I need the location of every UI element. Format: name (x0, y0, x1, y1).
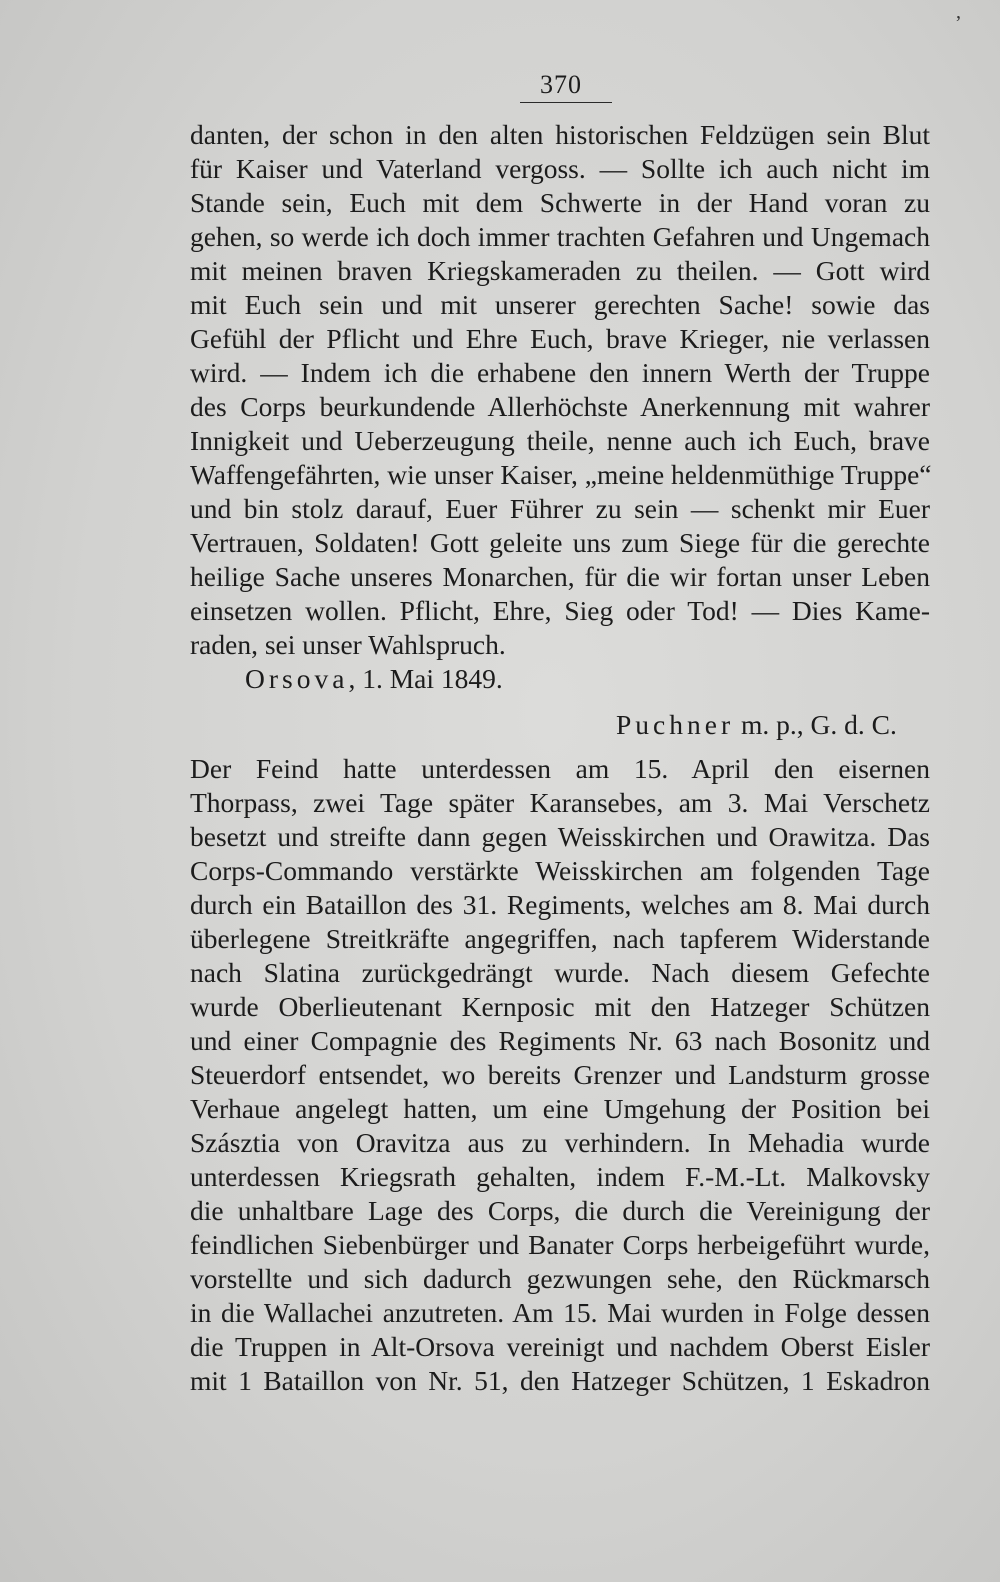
signature-rest: m. p., G. d. C. (734, 709, 897, 740)
place-date (245, 662, 503, 696)
page-number: 370 (540, 70, 582, 99)
place-name: Orsova (245, 663, 349, 694)
text-line: mit Euch sein und mit unserer gerechten Sache! sowie das (190, 289, 930, 320)
text-line: mit meinen braven Kriegskameraden zu theilen. — Gott wird (190, 255, 930, 286)
text-line: die Truppen in Alt-Orsova vereinigt und nachdem Oberst Eisler (190, 1331, 930, 1362)
signature (616, 708, 897, 742)
text-line: mit 1 Bataillon von Nr. 51, den Hatzeger Schützen, 1 Eskadron (190, 1365, 930, 1396)
text-line: nach Slatina zurückgedrängt wurde. Nach diesem Gefechte (190, 957, 930, 988)
text-line: besetzt und streifte dann gegen Weisskirchen und Orawitza. Das (190, 821, 930, 852)
text-line: Innigkeit und Ueberzeugung theile, nenne auch ich Euch, brave (190, 425, 930, 456)
text-line: überlegene Streitkräfte angegriffen, nach tapferem Widerstande (190, 923, 930, 954)
text-line: Szásztia von Oravitza aus zu verhindern. In Mehadia wurde (190, 1127, 930, 1158)
text-line: vorstellte und sich dadurch gezwungen sehe, den Rückmarsch (190, 1263, 930, 1294)
text-line: Corps-Commando verstärkte Weisskirchen am folgenden Tage (190, 855, 930, 886)
text-line: Der Feind hatte unterdessen am 15. April den eisernen (190, 753, 930, 784)
text-line: in die Wallachei anzutreten. Am 15. Mai wurden in Folge dessen (190, 1297, 930, 1328)
text-line: Vertrauen, Soldaten! Gott geleite uns zum Siege für die gerechte (190, 527, 930, 558)
text-line: und bin stolz darauf, Euer Führer zu sein — schenkt mir Euer (190, 493, 930, 524)
text-line: die unhaltbare Lage des Corps, die durch die Vereinigung der (190, 1195, 930, 1226)
text-line: Verhaue angelegt hatten, um eine Umgehung der Position bei (190, 1093, 930, 1124)
text-line: unterdessen Kriegsrath gehalten, indem F.-M.-Lt. Malkovsky (190, 1161, 930, 1192)
text-line: wird. — Indem ich die erhabene den innern Werth der Truppe (190, 357, 930, 388)
text-line: wurde Oberlieutenant Kernposic mit den Hatzeger Schützen (190, 991, 930, 1022)
signature-name: Puchner (616, 709, 735, 740)
text-line: Gefühl der Pflicht und Ehre Euch, brave Krieger, nie verlassen (190, 323, 930, 354)
text-line: des Corps beurkundende Allerhöchste Anerkennung mit wahrer (190, 391, 930, 422)
text-line: und einer Compagnie des Regiments Nr. 63 nach Bosonitz und (190, 1025, 930, 1056)
corner-mark: ’ (955, 12, 962, 34)
text-line: für Kaiser und Vaterland vergoss. — Sollte ich auch nicht im (190, 153, 930, 184)
text-line: gehen, so werde ich doch immer trachten Gefahren und Ungemach (190, 221, 930, 252)
text-line: durch ein Bataillon des 31. Regiments, welches am 8. Mai durch (190, 889, 930, 920)
text-line: einsetzen wollen. Pflicht, Ehre, Sieg oder Tod! — Dies Kame- (190, 595, 930, 626)
text-line: danten, der schon in den alten historischen Feldzügen sein Blut (190, 119, 930, 150)
text-line: Thorpass, zwei Tage später Karansebes, am 3. Mai Verschetz (190, 787, 930, 818)
text-line: heilige Sache unseres Monarchen, für die wir fortan unser Leben (190, 561, 930, 592)
text-line: raden, sei unser Wahlspruch. (190, 629, 506, 660)
text-line: Stande sein, Euch mit dem Schwerte in der Hand voran zu (190, 187, 930, 218)
text-line: feindlichen Siebenbürger und Banater Corps herbeigeführt wurde, (190, 1229, 930, 1260)
text-line: Steuerdorf entsendet, wo bereits Grenzer und Landsturm grosse (190, 1059, 930, 1090)
text-line: Waffengefährten, wie unser Kaiser, „meine heldenmüthige Truppe“ (190, 459, 932, 490)
date-text: , 1. Mai 1849. (348, 663, 503, 694)
page-number-rule (520, 102, 612, 103)
